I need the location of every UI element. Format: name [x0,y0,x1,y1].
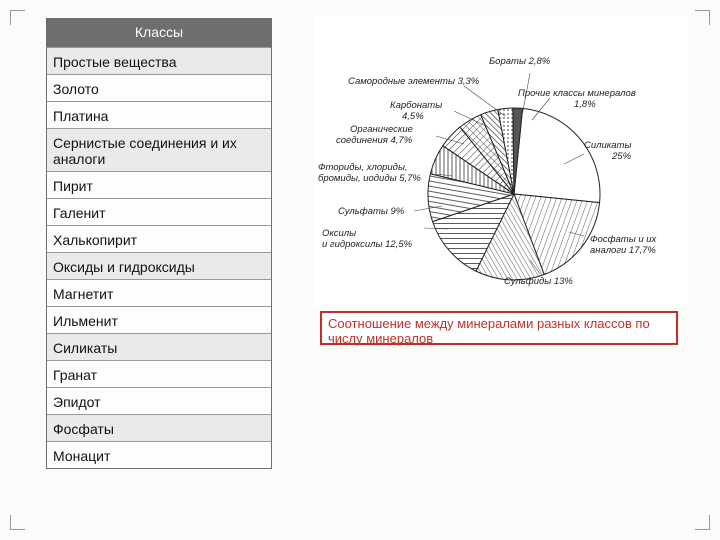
label-line: Прочие классы минералов [518,88,636,99]
table-header: Классы [47,19,271,48]
table-row: Фосфаты [47,415,271,442]
table-row: Пирит [47,172,271,199]
label-native-elements: Самородные элементы 3,3% [348,76,480,87]
table-row: Платина [47,102,271,129]
corner-decoration [695,515,710,530]
label-line: Фториды, хлориды, [318,162,408,173]
label-line: Силикаты [584,140,632,151]
label-line: 25% [612,151,632,162]
label-line: аналоги 17,7% [590,245,656,256]
label-line: 4,5% [402,111,424,122]
pie-chart [314,16,688,306]
mineral-classes-table [46,18,272,469]
table-row: Золото [47,75,271,102]
table-row: Ильменит [47,307,271,334]
label-line: и гидроксилы 12,5% [322,239,413,250]
table-row: Сернистые соединения и их аналоги [47,129,271,172]
label-line: соединения 4,7% [336,135,413,146]
label-line: 1,8% [574,99,596,110]
table-row: Эпидот [47,388,271,415]
chart-caption: Соотношение между минералами разных классов по числу минералов [320,311,678,345]
table-row: Простые вещества [47,48,271,75]
label-halides [318,162,421,184]
corner-decoration [10,10,25,25]
table-row: Халькопирит [47,226,271,253]
label-other-classes [518,88,636,110]
label-carbonates [390,100,442,122]
label-silicates [584,140,631,162]
leader-line [464,86,505,116]
label-phosphates [590,234,656,256]
table-row: Монацит [47,442,271,468]
label-line: Органические [350,124,413,135]
label-line: Оксилы [322,228,357,239]
table-row: Галенит [47,199,271,226]
corner-decoration [695,10,710,25]
label-oxides [322,228,412,250]
label-line: Карбонаты [390,100,443,111]
label-organic [336,124,413,146]
label-line: Фосфаты и их [590,234,657,245]
label-sulfates: Сульфаты 9% [338,206,405,217]
table-row: Силикаты [47,334,271,361]
table-row: Оксиды и гидроксиды [47,253,271,280]
label-borates: Бораты 2,8% [489,56,551,67]
table-row: Гранат [47,361,271,388]
corner-decoration [10,515,25,530]
label-line: бромиды, иодиды 5,7% [318,173,421,184]
table-row: Магнетит [47,280,271,307]
label-sulfides: Сульфиды 13% [504,276,573,287]
